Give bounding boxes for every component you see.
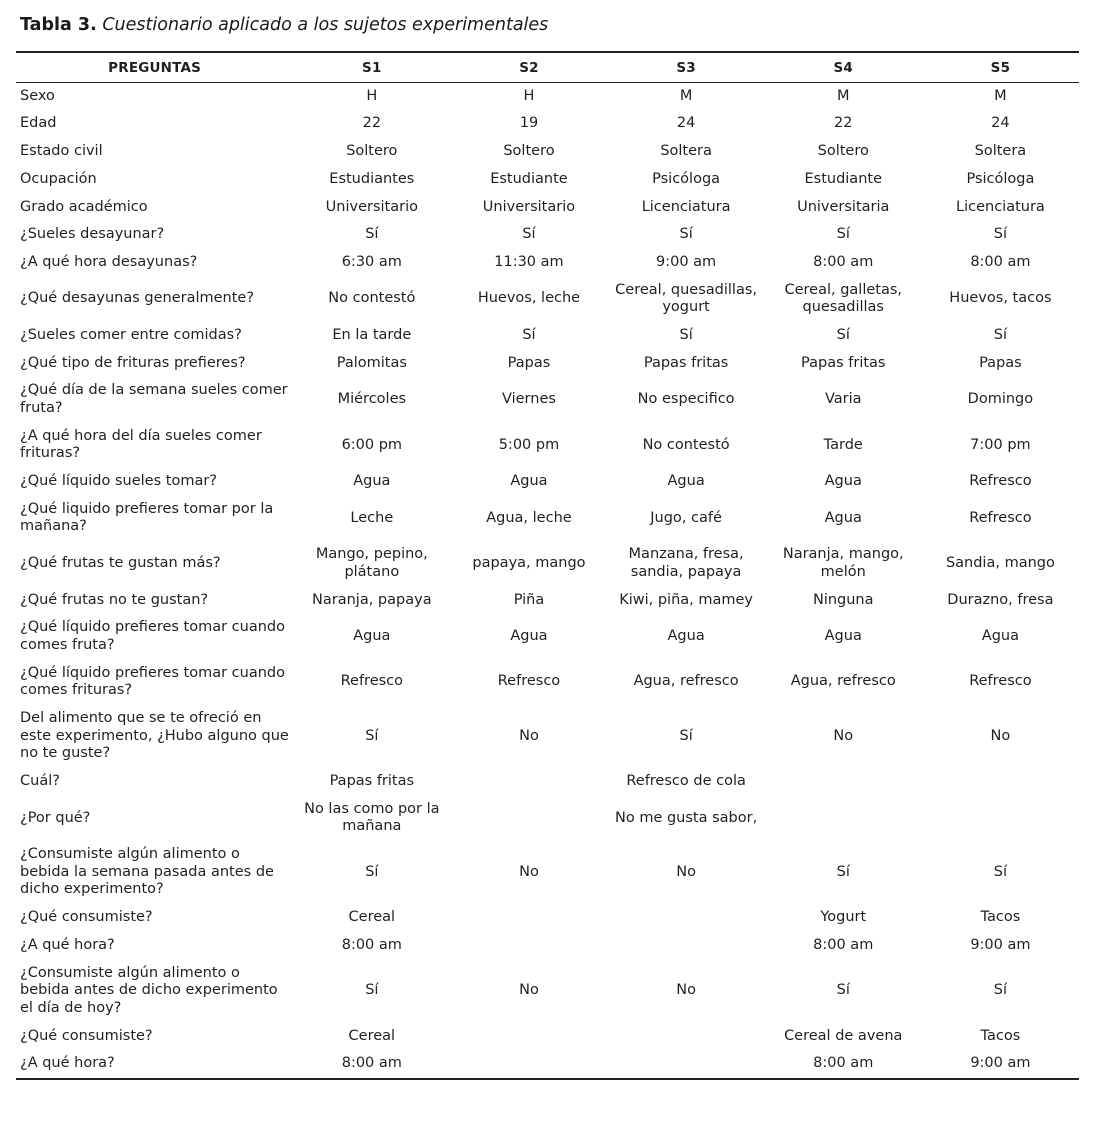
answer-cell-s5: Sí <box>993 982 1008 999</box>
answer-cell-s3: No contestó <box>642 436 730 453</box>
answer-cell-s5: Psicóloga <box>966 170 1035 187</box>
answer-cell-s3: Kiwi, piña, mamey <box>619 591 753 608</box>
answer-cell-s1: 6:30 am <box>341 253 402 270</box>
answer-cell-s1: Estudiantes <box>329 170 415 187</box>
answer-cell-s3: M <box>679 87 693 104</box>
table-row <box>16 932 1079 960</box>
table-row <box>16 322 1079 350</box>
table-body <box>16 82 1079 1079</box>
answer-cell-s3: Agua <box>667 628 705 645</box>
question-cell: ¿Qué liquido prefieres tomar por la mañana? <box>20 500 274 535</box>
answer-cell-s1: Cereal <box>348 909 396 926</box>
answer-cell-s4: 8:00 am <box>813 936 874 953</box>
answer-cell-s5: 7:00 pm <box>970 436 1031 453</box>
table-row <box>16 194 1079 222</box>
answer-cell-s3: No me gusta sabor, <box>615 809 758 826</box>
table-row <box>16 468 1079 496</box>
answer-cell-s2: Huevos, leche <box>477 290 581 307</box>
answer-cell-s3: Sí <box>679 226 693 243</box>
answer-cell-s1: 22 <box>362 115 382 132</box>
column-header-s5: S5 <box>922 52 1079 83</box>
answer-cell-s5: Tacos <box>980 909 1021 926</box>
table-row <box>16 705 1079 768</box>
answer-cell-s1: 8:00 am <box>293 1050 450 1079</box>
question-cell: ¿Consumiste algún alimento o bebida antes de dicho experimento el día de hoy? <box>20 964 278 1016</box>
answer-cell-s5 <box>922 768 1079 796</box>
answer-cell-s5: Tacos <box>980 1027 1021 1044</box>
answer-cell-s1: 6:00 pm <box>341 436 403 453</box>
answer-cell-s3: Licenciatura <box>641 198 731 215</box>
caption-text: Cuestionario aplicado a los sujetos experimentales <box>102 15 549 35</box>
answer-cell-s3: Agua, refresco <box>633 673 739 690</box>
answer-cell-s3: Manzana, fresa, sandia, papaya <box>628 546 744 580</box>
answer-cell-s3: Soltera <box>660 143 712 160</box>
answer-cell-s4 <box>765 796 922 841</box>
answer-cell-s2: Piña <box>513 591 545 608</box>
answer-cell-s4: Cereal, galletas, quesadillas <box>784 281 903 316</box>
answer-cell-s2: Estudiante <box>490 170 568 187</box>
answer-cell-s4: Sí <box>836 863 850 880</box>
table-row <box>16 614 1079 659</box>
question-cell: ¿Qué consumiste? <box>20 909 153 926</box>
answer-cell-s5: M <box>994 87 1007 104</box>
questionnaire-table <box>16 51 1079 1080</box>
answer-cell-s2: Viernes <box>502 391 556 408</box>
table-row <box>16 541 1079 586</box>
table-row <box>16 496 1079 541</box>
column-header-preguntas: PREGUNTAS <box>16 52 293 83</box>
table-row <box>16 377 1079 422</box>
answer-cell-s5: 9:00 am <box>970 936 1031 953</box>
answer-cell-s5: Sandia, mango <box>945 554 1055 571</box>
answer-cell-s4: 22 <box>834 115 853 132</box>
answer-cell-s5: Sí <box>993 863 1008 880</box>
question-cell: ¿A qué hora? <box>20 936 115 953</box>
table-row <box>16 960 1079 1023</box>
answer-cell-s5: Durazno, fresa <box>947 591 1054 608</box>
answer-cell-s1: Mango, pepino, plátano <box>315 546 428 580</box>
question-cell: ¿Consumiste algún alimento o bebida la semana pasada antes de dicho experimento? <box>20 846 274 898</box>
answer-cell-s2 <box>450 904 607 932</box>
table-row <box>16 350 1079 378</box>
answer-cell-s2 <box>450 932 607 960</box>
answer-cell-s4: Papas fritas <box>801 354 886 371</box>
answer-cell-s5: 8:00 am <box>970 253 1031 270</box>
column-header-s2: S2 <box>450 52 607 83</box>
answer-cell-s4: M <box>836 87 850 104</box>
answer-cell-s2: H <box>523 87 535 104</box>
answer-cell-s4: Agua <box>824 473 862 490</box>
question-cell: Grado académico <box>20 198 148 215</box>
question-cell: ¿A qué hora? <box>16 1050 293 1079</box>
answer-cell-s4: Ninguna <box>812 591 874 608</box>
table-row <box>16 904 1079 932</box>
answer-cell-s2 <box>450 1023 607 1051</box>
answer-cell-s3: Sí <box>679 326 693 343</box>
answer-cell-s5: Refresco <box>969 509 1032 526</box>
question-cell: ¿Qué líquido prefieres tomar cuando comes frituras? <box>20 664 285 699</box>
answer-cell-s5: Domingo <box>967 391 1034 408</box>
answer-cell-s2: 19 <box>519 115 539 132</box>
answer-cell-s1: Sí <box>365 982 379 999</box>
answer-cell-s2: Agua <box>510 473 548 490</box>
answer-cell-s4: Universitaria <box>797 198 890 215</box>
answer-cell-s1: Agua <box>353 628 391 645</box>
table-row <box>16 841 1079 904</box>
answer-cell-s1: Sí <box>365 226 379 243</box>
question-cell: ¿Qué día de la semana sueles comer fruta? <box>20 382 288 416</box>
answer-cell-s2 <box>450 1050 607 1079</box>
answer-cell-s3 <box>608 932 765 960</box>
answer-cell-s4 <box>765 768 922 796</box>
answer-cell-s3: Refresco de cola <box>626 773 746 789</box>
answer-cell-s3 <box>608 1050 765 1079</box>
answer-cell-s2: Soltero <box>503 143 555 160</box>
header-row <box>16 52 1079 83</box>
question-cell: Ocupación <box>20 170 97 187</box>
answer-cell-s3: Cereal, quesadillas, yogurt <box>615 281 758 316</box>
table-row <box>16 423 1079 468</box>
question-cell: ¿Sueles desayunar? <box>20 226 165 243</box>
answer-cell-s3: Agua <box>667 473 705 490</box>
answer-cell-s3: Sí <box>679 727 693 744</box>
answer-cell-s5: Soltera <box>974 143 1027 160</box>
answer-cell-s1: H <box>366 87 378 104</box>
table-row <box>16 796 1079 841</box>
table-row <box>16 660 1079 705</box>
answer-cell-s1: No las como por la mañana <box>304 800 440 835</box>
answer-cell-s2: 5:00 pm <box>498 436 560 453</box>
answer-cell-s2 <box>450 768 607 796</box>
answer-cell-s3: Jugo, café <box>650 509 722 526</box>
table-row <box>16 768 1079 796</box>
answer-cell-s4: 8:00 am <box>765 1050 922 1079</box>
answer-cell-s5: 9:00 am <box>922 1050 1079 1079</box>
column-header-s3: S3 <box>608 52 765 83</box>
answer-cell-s3: 9:00 am <box>656 253 717 270</box>
answer-cell-s3 <box>608 1023 765 1051</box>
answer-cell-s5: Agua <box>981 628 1019 645</box>
answer-cell-s1: Agua <box>353 473 391 490</box>
question-cell: ¿Qué frutas no te gustan? <box>20 591 209 608</box>
answer-cell-s5: Sí <box>993 226 1008 243</box>
answer-cell-s2: Agua <box>510 628 548 645</box>
column-header-s4: S4 <box>765 52 922 83</box>
question-cell: Cuál? <box>20 773 60 789</box>
answer-cell-s5: Sí <box>993 326 1008 343</box>
answer-cell-s3: Psicóloga <box>652 170 721 187</box>
answer-cell-s2: Papas <box>507 354 551 371</box>
table-row <box>16 221 1079 249</box>
table-row <box>16 249 1079 277</box>
question-cell: Edad <box>20 115 57 132</box>
table-row <box>16 277 1079 322</box>
question-cell: ¿Por qué? <box>20 809 91 826</box>
answer-cell-s4: 8:00 am <box>813 253 874 270</box>
question-cell: Del alimento que se te ofreció en este experimento, ¿Hubo alguno que no te guste? <box>20 709 289 762</box>
question-cell: ¿A qué hora del día sueles comer frituras? <box>20 427 262 462</box>
table-caption <box>20 14 1079 37</box>
answer-cell-s4: Agua <box>824 509 862 526</box>
question-cell: ¿Qué tipo de frituras prefieres? <box>20 354 246 371</box>
table-row <box>16 110 1079 138</box>
answer-cell-s1: Universitario <box>325 198 418 215</box>
table-row <box>16 138 1079 166</box>
answer-cell-s5 <box>922 796 1079 841</box>
answer-cell-s3: Papas fritas <box>643 354 729 371</box>
question-cell: ¿Qué consumiste? <box>20 1027 153 1044</box>
answer-cell-s1: 8:00 am <box>341 936 402 953</box>
answer-cell-s3: No especifico <box>637 391 735 408</box>
answer-cell-s1: Sí <box>365 863 379 880</box>
answer-cell-s5: No <box>990 727 1011 744</box>
answer-cell-s5: 24 <box>991 115 1010 132</box>
answer-cell-s4: Sí <box>836 982 850 999</box>
answer-cell-s1: Refresco <box>340 673 404 690</box>
answer-cell-s1: Sí <box>365 727 379 744</box>
table-row <box>16 1050 1079 1079</box>
answer-cell-s2: Refresco <box>497 673 561 690</box>
answer-cell-s4: No <box>833 727 854 744</box>
answer-cell-s4: Agua, refresco <box>790 673 896 690</box>
caption-label: Tabla 3. <box>20 15 97 35</box>
answer-cell-s4: Estudiante <box>804 170 882 187</box>
answer-cell-s1: En la tarde <box>332 326 412 343</box>
answer-cell-s3: No <box>676 863 696 880</box>
table-header <box>16 52 1079 83</box>
table-row <box>16 166 1079 194</box>
answer-cell-s4: Soltero <box>817 143 869 160</box>
question-cell: ¿Qué frutas te gustan más? <box>20 554 221 571</box>
answer-cell-s4: Yogurt <box>820 909 867 926</box>
answer-cell-s3: 24 <box>676 115 696 132</box>
answer-cell-s2: Universitario <box>482 198 576 215</box>
answer-cell-s1: No contestó <box>328 290 416 307</box>
answer-cell-s5: Huevos, tacos <box>949 290 1052 307</box>
answer-cell-s4: Sí <box>836 226 850 243</box>
answer-cell-s5: Licenciatura <box>956 198 1045 215</box>
answer-cell-s1: Naranja, papaya <box>312 591 432 608</box>
answer-cell-s3 <box>608 904 765 932</box>
answer-cell-s3: No <box>676 982 696 999</box>
answer-cell-s2: Sí <box>522 326 536 343</box>
answer-cell-s4: Naranja, mango, melón <box>782 546 904 580</box>
answer-cell-s2: 11:30 am <box>494 253 564 270</box>
question-cell: Estado civil <box>20 143 103 160</box>
question-cell: ¿Qué líquido sueles tomar? <box>20 473 217 490</box>
answer-cell-s2: No <box>519 982 539 999</box>
answer-cell-s4: Agua <box>824 628 862 645</box>
table-row <box>16 82 1079 110</box>
answer-cell-s4: Varia <box>824 391 862 408</box>
answer-cell-s1: Palomitas <box>336 354 407 371</box>
answer-cell-s1: Cereal <box>348 1027 396 1044</box>
answer-cell-s2: Sí <box>522 226 536 243</box>
answer-cell-s2: papaya, mango <box>472 554 586 571</box>
answer-cell-s2 <box>450 796 607 841</box>
answer-cell-s4: Sí <box>836 326 850 343</box>
column-header-s1: S1 <box>293 52 450 83</box>
question-cell: Sexo <box>20 87 55 104</box>
question-cell: ¿Sueles comer entre comidas? <box>20 326 242 343</box>
question-cell: ¿A qué hora desayunas? <box>20 253 198 270</box>
answer-cell-s5: Refresco <box>969 673 1032 690</box>
answer-cell-s1: Miércoles <box>337 391 407 408</box>
answer-cell-s4: Cereal de avena <box>784 1027 903 1044</box>
question-cell: ¿Qué líquido prefieres tomar cuando comes fruta? <box>20 619 285 653</box>
answer-cell-s1: Papas fritas <box>329 773 415 789</box>
answer-cell-s1: Leche <box>350 509 394 526</box>
answer-cell-s4: Tarde <box>823 436 863 453</box>
answer-cell-s2: No <box>519 863 539 880</box>
answer-cell-s2: Agua, leche <box>486 509 572 526</box>
answer-cell-s2: No <box>519 727 539 744</box>
answer-cell-s5: Papas <box>979 354 1022 371</box>
answer-cell-s5: Refresco <box>969 473 1032 490</box>
table-row <box>16 1023 1079 1051</box>
table-row <box>16 587 1079 615</box>
answer-cell-s1: Soltero <box>346 143 398 160</box>
question-cell: ¿Qué desayunas generalmente? <box>20 290 255 307</box>
